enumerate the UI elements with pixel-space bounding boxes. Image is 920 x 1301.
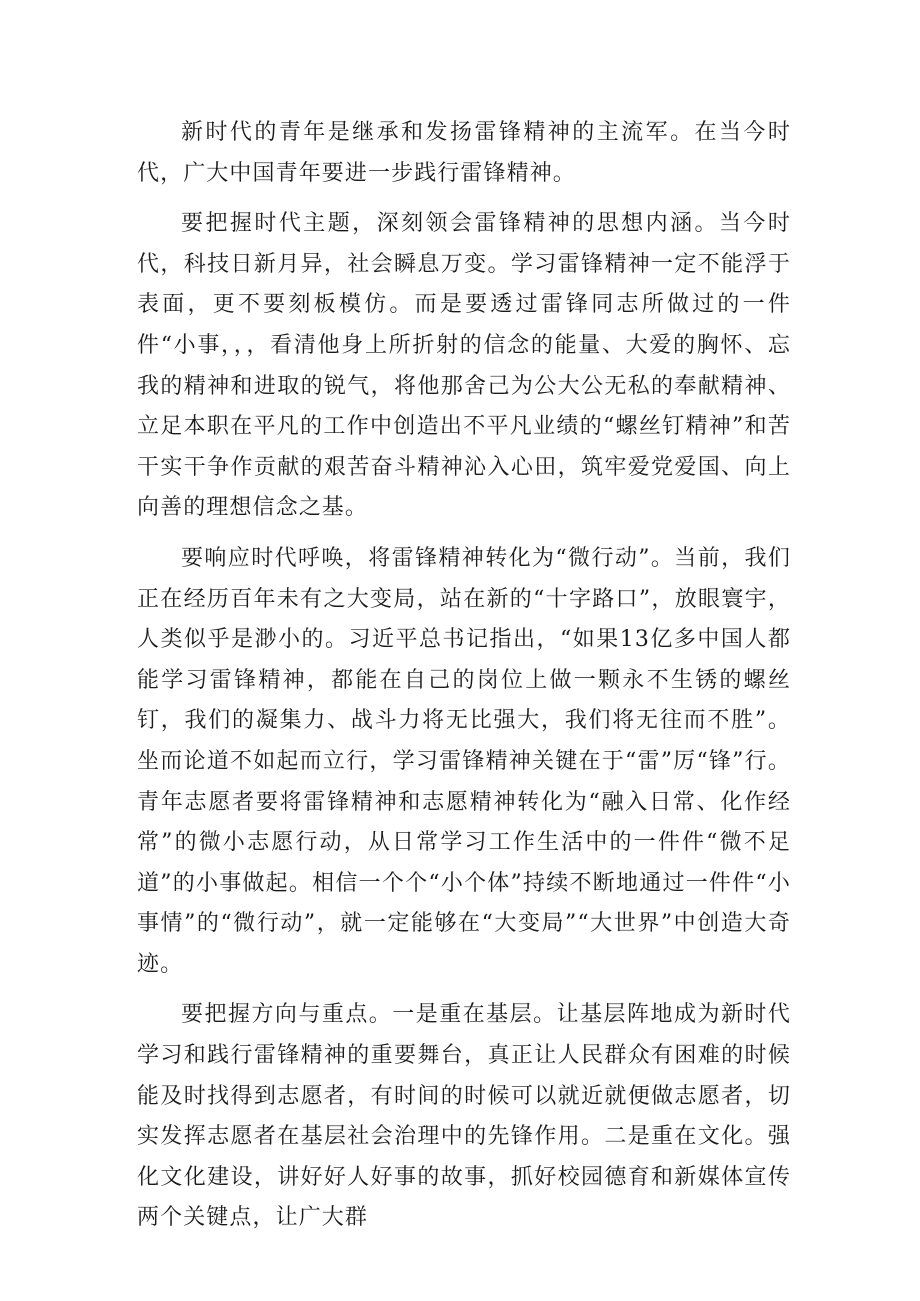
paragraph-1: 新时代的青年是继承和发扬雷锋精神的主流军。在当今时代，广大中国青年要进一步践行雷锋精神。: [137, 120, 791, 186]
paragraph-2: 要把握时代主题，深刻领会雷锋精神的思想内涵。当今时代，科技日新月异，社会瞬息万变。学习雷锋精神一定不能浮于表面，更不要刻板模仿。而是要透过雷锋同志所做过的一件件“小事，，，看清他身上所折射的信念的能量、大爱的胸怀、忘我的精神和进取的锐气，将他那舍己为公大公无私的奉献精神、立足本职在平凡的工作中创造出不平凡业绩的“螺丝钉精神”和苦干实干争作贡献的艰苦奋斗精神沁入心田，筑牢爱党爱国、向上向善的理想信念之基。: [137, 211, 791, 521]
document-body: [137, 113, 791, 1249]
paragraph-4: 要把握方向与重点。一是重在基层。让基层阵地成为新时代学习和践行雷锋精神的重要舞台，真正让人民群众有困难的时候能及时找得到志愿者，有时间的时候可以就近就便做志愿者，切实发挥志愿者在基层社会治理中的先锋作用。二是重在文化。强化文化建设，讲好好人好事的故事，抓好校园德育和新媒体宣传两个关键点，让广大群: [137, 1002, 791, 1231]
paragraph-3: 要响应时代呼唤，将雷锋精神转化为“微行动”。当前，我们正在经历百年未有之大变局，站在新的“十字路口”，放眼寰宇，人类似乎是渺小的。习近平总书记指出，“如果13亿多中国人都能学习雷锋精神，都能在自己的岗位上做一颗永不生锈的螺丝钉，我们的凝集力、战斗力将无比强大，我们将无往而不胜”。坐而论道不如起而立行，学习雷锋精神关键在于“雷”厉“锋”行。青年志愿者要将雷锋精神和志愿精神转化为“融入日常、化作经常”的微小志愿行动，从日常学习工作生活中的一件件“微不足道”的小事做起。相信一个个“小个体”持续不断地通过一件件“小事情”的“微行动”，就一定能够在“大变局”“大世界”中创造大奇迹。: [137, 545, 791, 977]
